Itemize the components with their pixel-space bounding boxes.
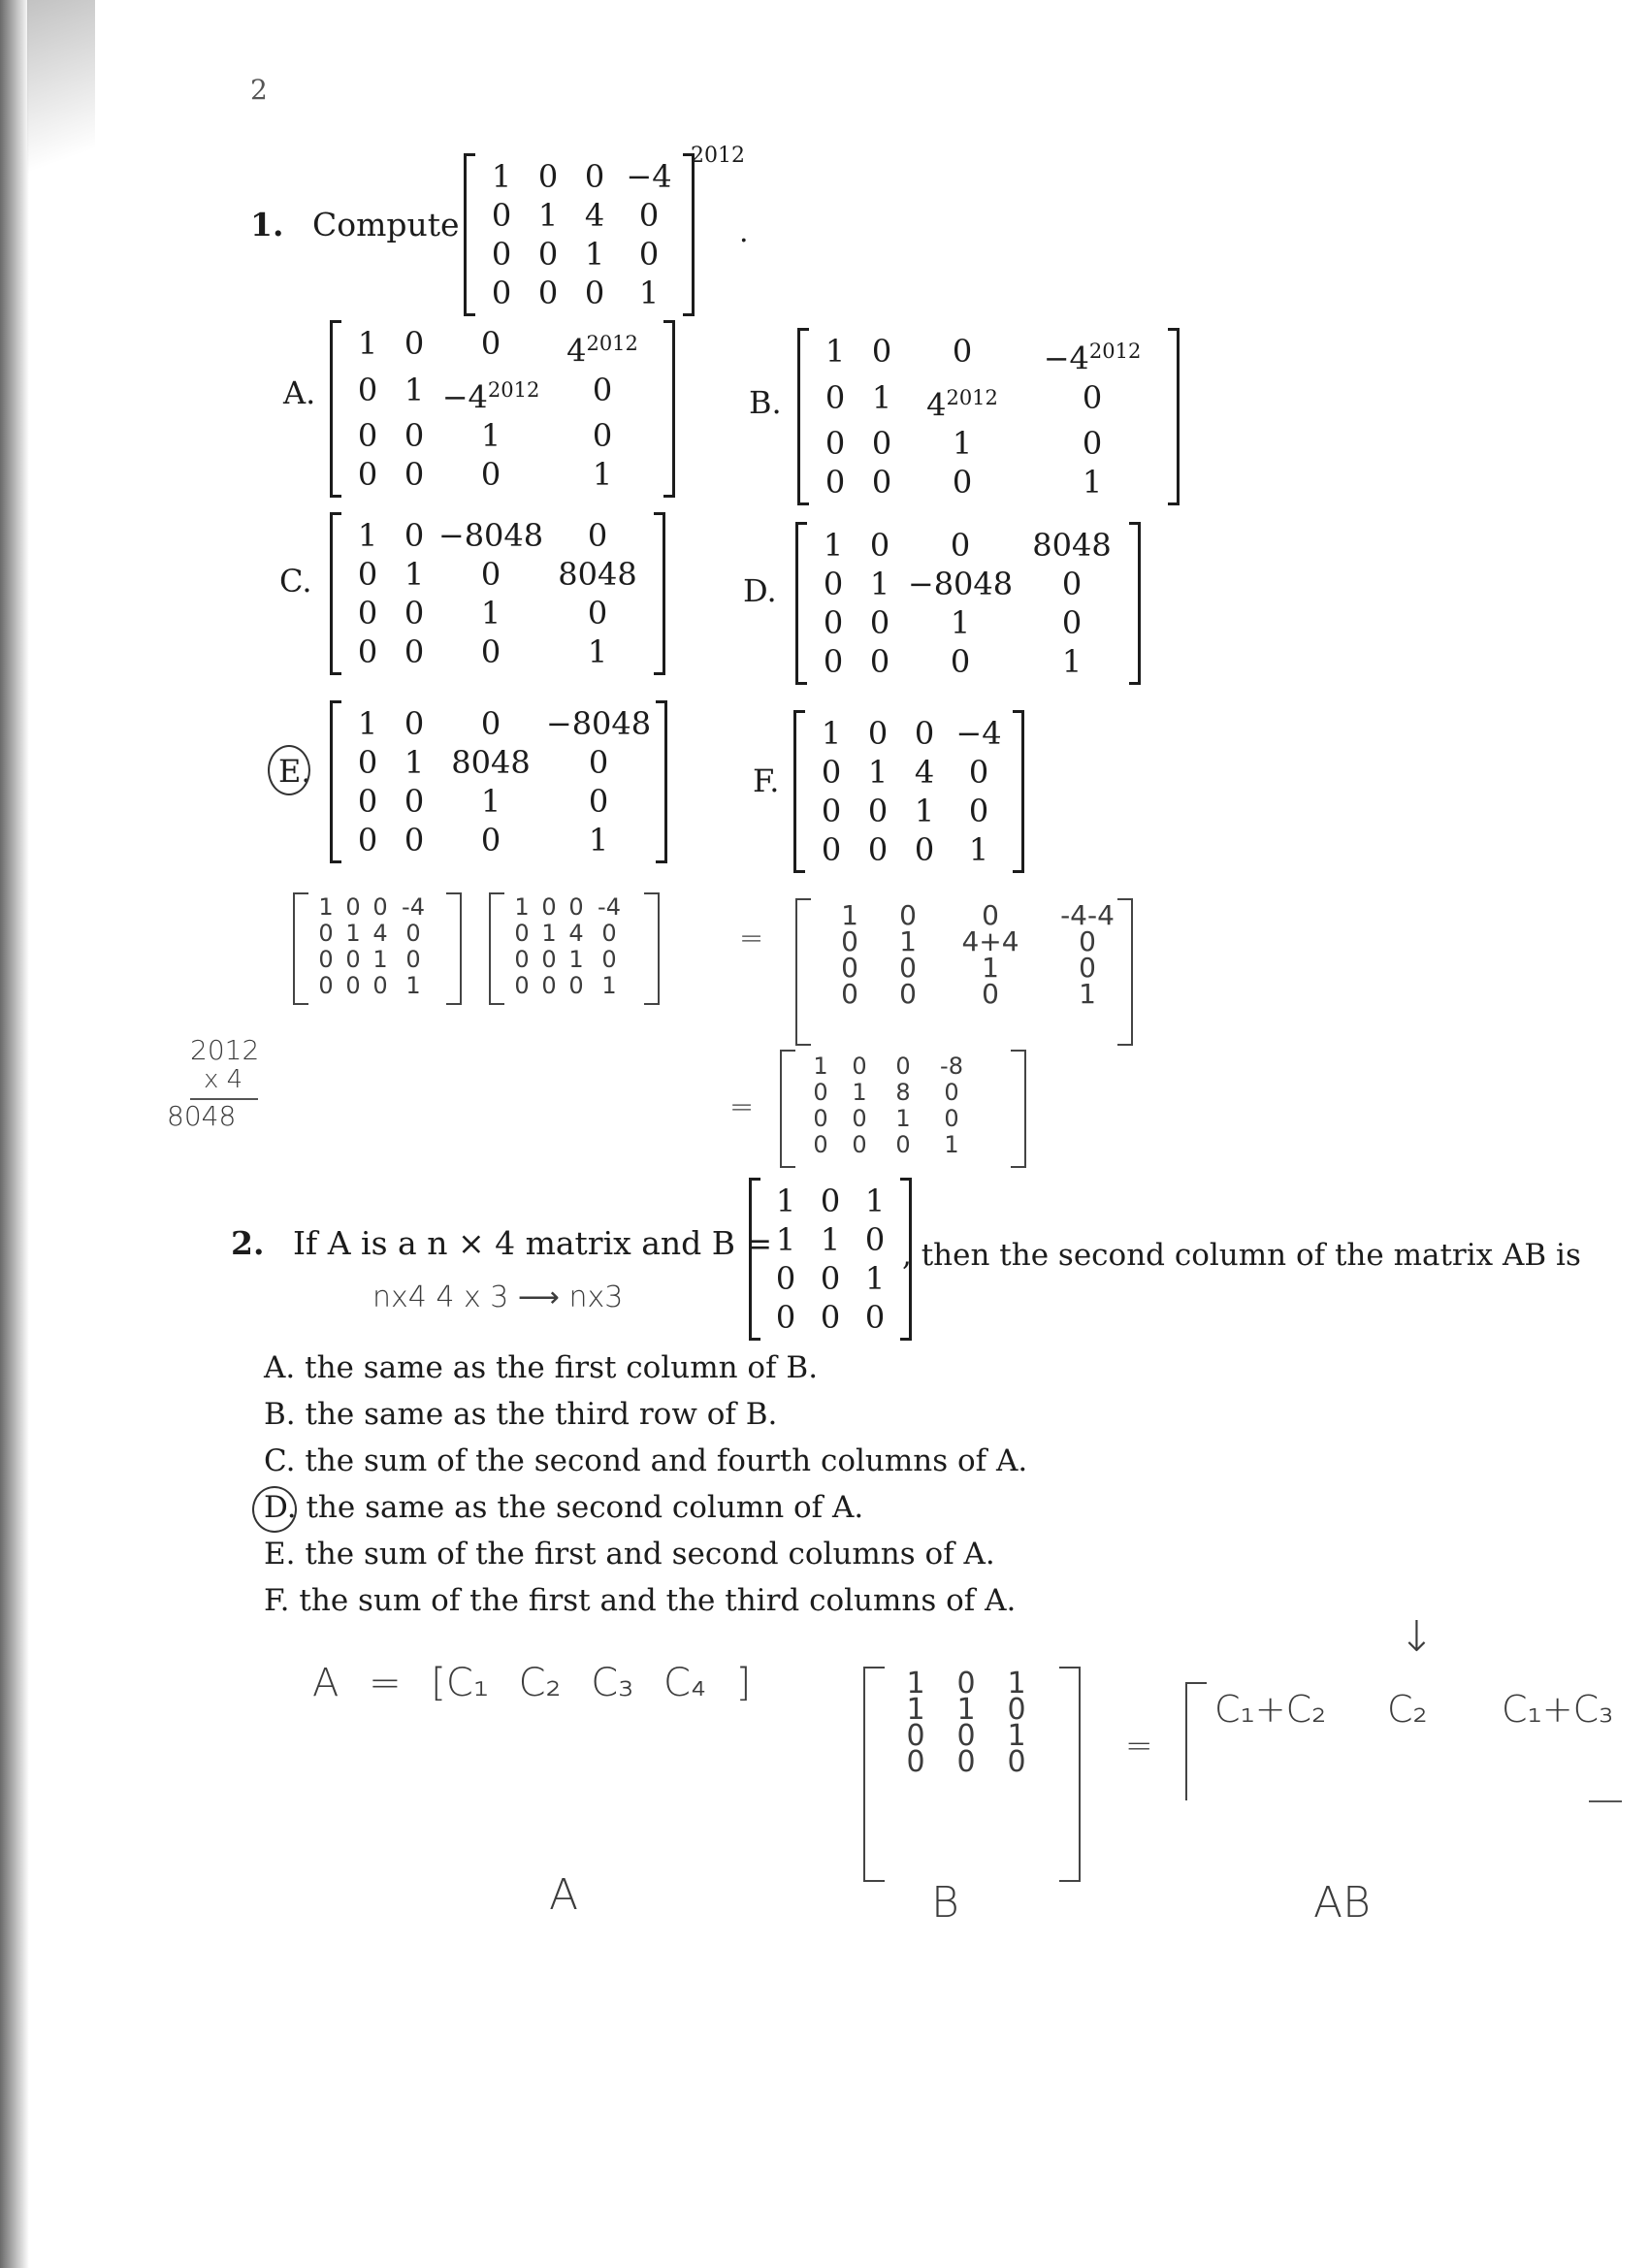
q1-matrix-cell: 0: [584, 275, 605, 311]
work-right-cell: 4: [568, 920, 584, 947]
q1-option-b-cell: 0: [871, 333, 892, 370]
q2-choice-e[interactable]: E. the sum of the first and second columns of A.: [264, 1537, 995, 1571]
q2-matrix-b-cell: 1: [775, 1221, 796, 1258]
q1-option-label-d: D.: [743, 572, 777, 609]
work-mult-mid: x 4: [204, 1065, 243, 1094]
q1-option-e-cell: 0: [480, 705, 501, 742]
work-right-cell: -4: [598, 893, 621, 921]
q1-option-f-cell: 0: [867, 793, 889, 829]
work-right-cell: 0: [568, 972, 584, 999]
q2-work-b-cell: 1: [1007, 1719, 1026, 1753]
q2-number: 2.: [231, 1224, 265, 1262]
q1-option-c-cell: 0: [357, 556, 378, 593]
work-result-2-cell: 0: [813, 1105, 828, 1132]
work-matrix-right: [508, 894, 629, 999]
work-bracket-right-4: [1011, 1050, 1026, 1168]
work-left-cell: 0: [345, 893, 361, 921]
q1-option-b-cell: 1: [871, 378, 892, 416]
q2-work-equals: =: [1125, 1727, 1153, 1766]
q1-option-f-cell: 0: [821, 754, 842, 791]
q1-option-label-b: B.: [749, 384, 782, 421]
q1-option-e-cell: 0: [480, 822, 501, 859]
q2-work-b-cell: 1: [906, 1667, 925, 1701]
work-result-2-cell: 1: [813, 1053, 828, 1080]
work-result-1-cell: 0: [899, 952, 917, 984]
work-result-1-cell: 0: [899, 899, 917, 931]
q1-number: 1.: [250, 206, 284, 243]
q2-dims-note: nx4 4 x 3 ⟶ nx3: [372, 1280, 624, 1314]
q1-option-label-a: A.: [283, 374, 316, 411]
q1-option-f-cell: 0: [867, 715, 889, 752]
q1-option-e-cell: 0: [357, 783, 378, 820]
q2-prompt: If A is a n × 4 matrix and B =: [293, 1224, 773, 1262]
q1-option-c-cell: 0: [587, 517, 608, 554]
q1-option-d-cell: 0: [823, 604, 844, 641]
q2-work-b-cell: 0: [906, 1745, 925, 1779]
q1-option-c-cell: −8048: [437, 517, 544, 554]
q2-work-label-a: A: [549, 1870, 579, 1920]
q2-work-b-cell: 1: [906, 1693, 925, 1727]
q1-option-a-cell: 0: [404, 417, 425, 455]
work-bracket-left-3: [795, 898, 811, 1046]
q1-option-c-cell: 0: [480, 633, 501, 670]
q2-matrix-b-cell: 0: [820, 1183, 841, 1219]
work-left-cell: 0: [318, 946, 334, 973]
scan-corner-shadow: [27, 0, 95, 223]
q1-option-b-cell: 1: [1082, 464, 1103, 502]
q1-option-a-matrix[interactable]: [330, 320, 675, 498]
q1-option-e-cell: 0: [404, 822, 425, 859]
q1-option-label-f: F.: [753, 762, 780, 799]
work-result-1-cell: 1: [982, 952, 999, 984]
q2-work-ab-bracket: [1185, 1682, 1207, 1800]
q1-option-e-cell: −8048: [545, 705, 652, 742]
q1-option-d-cell: 1: [950, 604, 971, 641]
work-bracket-right-2: [644, 892, 660, 1005]
q1-option-f-cell: 0: [821, 793, 842, 829]
q1-matrix-cell: 1: [584, 236, 605, 273]
q1-option-c-matrix[interactable]: [330, 512, 665, 675]
q1-option-b-cell: $-4^{2012}$: [1043, 340, 1142, 377]
q1-option-b-cell: $4^{2012}$: [926, 385, 998, 424]
q1-option-f-cell: 0: [968, 754, 989, 791]
q2-matrix-b-cell: 1: [864, 1260, 886, 1297]
work-left-cell: 0: [345, 972, 361, 999]
q1-option-e-cell: 0: [357, 822, 378, 859]
q1-option-d-cell: 0: [1061, 566, 1083, 602]
q1-matrix-cell: 1: [491, 158, 512, 195]
work-bracket-left-1: [293, 892, 308, 1005]
work-equals-2: =: [729, 1090, 755, 1124]
q1-option-e-cell: 0: [357, 744, 378, 781]
work-result-1-cell: 1: [899, 925, 917, 957]
q1-option-b-cell: 1: [952, 425, 973, 463]
q1-option-label-c: C.: [279, 563, 312, 599]
q1-option-a-cell: $-4^{2012}$: [441, 377, 540, 416]
work-result-2-cell: 0: [944, 1079, 959, 1106]
q1-option-a-cell: 1: [592, 456, 613, 494]
q1-option-a-cell: 0: [480, 456, 501, 494]
q2-matrix-b-cell: 0: [775, 1260, 796, 1297]
work-right-cell: 1: [514, 893, 530, 921]
work-left-cell: -4: [402, 893, 425, 921]
q1-option-a-cell: 1: [357, 325, 378, 362]
q1-option-b-cell: 0: [871, 464, 892, 502]
q1-matrix-cell: 0: [537, 158, 559, 195]
work-result-2-cell: 0: [895, 1053, 911, 1080]
q1-option-d-cell: −8048: [907, 566, 1014, 602]
q1-option-d-cell: 0: [869, 643, 890, 680]
work-left-cell: 1: [405, 972, 421, 999]
q2-work-b-cell: 0: [956, 1745, 976, 1779]
q2-work-ab-col2: C₂: [1387, 1688, 1428, 1731]
work-right-cell: 0: [514, 972, 530, 999]
work-result-2-cell: 0: [895, 1131, 911, 1158]
q1-option-d-cell: 1: [823, 527, 844, 564]
work-right-cell: 0: [541, 972, 557, 999]
q2-choice-f[interactable]: F. the sum of the first and the third columns of A.: [264, 1583, 1017, 1618]
q1-option-e-cell: 1: [404, 744, 425, 781]
work-right-cell: 1: [568, 946, 584, 973]
work-left-cell: 0: [405, 946, 421, 973]
q1-option-a-cell: 0: [592, 417, 613, 455]
scan-edge-shadow: [0, 0, 29, 2268]
q1-matrix-cell: 0: [584, 158, 605, 195]
work-result-1-cell: 4+4: [961, 925, 1019, 957]
q2-matrix-b-cell: 0: [820, 1260, 841, 1297]
work-result-1-cell: 1: [841, 899, 858, 931]
q1-option-c-cell: 0: [587, 595, 608, 632]
q2-work-label-b: B: [931, 1878, 959, 1928]
q1-option-b-cell: 0: [952, 464, 973, 502]
q1-option-a-cell: 0: [357, 456, 378, 494]
work-left-cell: 0: [405, 920, 421, 947]
q1-option-f-cell: 1: [914, 793, 935, 829]
work-result-1-cell: 0: [1079, 925, 1096, 957]
q1-option-a-cell: 0: [357, 417, 378, 455]
q1-option-c-cell: 0: [404, 633, 425, 670]
q1-option-a-cell: 0: [480, 325, 501, 362]
work-result-1-cell: 0: [841, 978, 858, 1010]
q1-matrix-cell: 0: [638, 197, 660, 234]
q1-option-a-cell: 1: [404, 371, 425, 408]
work-left-cell: 0: [372, 972, 388, 999]
q1-option-c-cell: 0: [357, 595, 378, 632]
q1-option-d-cell: 0: [823, 643, 844, 680]
q1-option-c-cell: 1: [357, 517, 378, 554]
work-result-2-cell: 8: [895, 1079, 911, 1106]
work-left-cell: 0: [372, 893, 388, 921]
q1-option-b-cell: 0: [824, 464, 846, 502]
work-matrix-left: [312, 894, 433, 999]
q1-option-e-cell: 0: [588, 783, 609, 820]
q1-option-b-cell: 0: [1082, 378, 1103, 416]
q1-prompt: Compute: [312, 206, 460, 243]
q1-option-a-cell: 0: [357, 371, 378, 408]
work-right-cell: 0: [601, 946, 617, 973]
q2-work-b-cell: 0: [956, 1719, 976, 1753]
q2-work-b-matrix: [890, 1667, 1042, 1779]
q1-option-b-matrix[interactable]: [797, 328, 1180, 505]
work-result-1: [821, 899, 1131, 1010]
work-result-2-cell: 0: [813, 1131, 828, 1158]
q1-period: .: [739, 215, 749, 249]
q1-option-c-cell: 1: [404, 556, 425, 593]
q2-suffix: , then the second column of the matrix AB is: [902, 1238, 1581, 1273]
q1-option-d-cell: 8048: [1032, 527, 1112, 564]
q1-option-a-cell: 0: [592, 371, 613, 408]
q1-option-c-cell: 0: [480, 556, 501, 593]
work-equals-1: =: [739, 922, 764, 956]
work-left-cell: 0: [318, 920, 334, 947]
q1-option-label-e: E.: [278, 753, 311, 790]
work-right-cell: 0: [514, 946, 530, 973]
q2-work-b-cell: 0: [956, 1667, 976, 1701]
q1-option-e-cell: 1: [357, 705, 378, 742]
q1-option-f-cell: 1: [968, 831, 989, 868]
work-result-2-cell: 0: [813, 1079, 828, 1106]
q1-option-c-cell: 1: [480, 595, 501, 632]
q2-choice-c[interactable]: C. the sum of the second and fourth columns of A.: [264, 1443, 1028, 1478]
q1-option-b-cell: 0: [824, 425, 846, 463]
q1-option-d-cell: 1: [869, 566, 890, 602]
q1-matrix: [464, 153, 695, 316]
work-right-cell: 0: [514, 920, 530, 947]
q2-matrix-b-cell: 1: [775, 1183, 796, 1219]
q2-work-trailing-dash: [1589, 1800, 1622, 1802]
q1-option-b-cell: 0: [824, 378, 846, 416]
q1-matrix-cell: −4: [626, 158, 672, 195]
q1-option-b-cell: 0: [871, 425, 892, 463]
q1-option-a-cell: $4^{2012}$: [566, 332, 638, 370]
q1-option-f-cell: 0: [968, 793, 989, 829]
work-left-cell: 1: [345, 920, 361, 947]
work-result-2-cell: 0: [944, 1105, 959, 1132]
q2-work-b-cell: 0: [1007, 1693, 1026, 1727]
q1-option-f-cell: 0: [821, 831, 842, 868]
q1-option-f-cell: 0: [867, 831, 889, 868]
work-left-cell: 4: [372, 920, 388, 947]
work-right-cell: 0: [601, 920, 617, 947]
q1-option-d-cell: 0: [869, 527, 890, 564]
q2-work-b-cell: 1: [1007, 1667, 1026, 1701]
q2-selected-circle: [252, 1486, 297, 1533]
q1-matrix-cell: 0: [537, 275, 559, 311]
q1-option-d-cell: 0: [823, 566, 844, 602]
work-mult-top: 2012: [190, 1034, 260, 1066]
q2-work-arrow: ↓: [1399, 1612, 1435, 1662]
q1-option-f-cell: 0: [914, 831, 935, 868]
q2-choice-b[interactable]: B. the same as the third row of B.: [264, 1397, 778, 1432]
q2-work-b-cell: 0: [1007, 1745, 1026, 1779]
work-right-cell: 0: [541, 946, 557, 973]
q1-option-d-cell: 0: [950, 527, 971, 564]
work-left-cell: 0: [345, 946, 361, 973]
q1-matrix-cell: 0: [491, 197, 512, 234]
q2-work-b-cell: 1: [956, 1693, 976, 1727]
work-result-1-cell: 0: [982, 899, 999, 931]
work-result-2-cell: 1: [944, 1131, 959, 1158]
q1-option-e-cell: 8048: [451, 744, 531, 781]
q1-option-c-cell: 0: [404, 595, 425, 632]
q1-option-e-cell: 0: [588, 744, 609, 781]
q1-option-c-cell: 0: [357, 633, 378, 670]
q1-option-f-cell: 0: [914, 715, 935, 752]
work-bracket-right-3: [1117, 898, 1133, 1046]
work-result-2-cell: 1: [895, 1105, 911, 1132]
q1-matrix-cell: 0: [491, 236, 512, 273]
work-result-2-cell: -8: [940, 1053, 963, 1080]
q1-option-d-cell: 1: [1061, 643, 1083, 680]
q1-option-f-cell: 4: [914, 754, 935, 791]
q1-option-d-matrix[interactable]: [795, 522, 1141, 685]
work-left-cell: 0: [318, 972, 334, 999]
q1-option-e-cell: 0: [404, 783, 425, 820]
work-left-cell: 1: [372, 946, 388, 973]
q2-matrix-b-cell: 0: [820, 1299, 841, 1336]
q1-option-a-cell: 1: [480, 417, 501, 455]
work-result-1-cell: 0: [1079, 952, 1096, 984]
work-bracket-left-4: [780, 1050, 795, 1168]
q2-matrix-b-cell: 0: [775, 1299, 796, 1336]
q2-choice-d[interactable]: D. the same as the second column of A.: [264, 1490, 864, 1525]
work-result-1-cell: 0: [841, 952, 858, 984]
q1-option-e-cell: 1: [480, 783, 501, 820]
work-right-cell: 1: [541, 920, 557, 947]
page-number: 2: [250, 74, 268, 106]
q1-option-e-cell: 0: [404, 705, 425, 742]
q2-work-b-bracket-right: [1059, 1667, 1081, 1882]
q1-option-f-matrix[interactable]: [793, 710, 1024, 873]
q2-choice-a[interactable]: A. the same as the first column of B.: [264, 1350, 819, 1385]
q1-matrix-cell: 1: [638, 275, 660, 311]
q1-option-e-cell: 1: [588, 822, 609, 859]
q2-work-ab-col1: C₁+C₂: [1214, 1688, 1327, 1731]
work-result-1-cell: 0: [899, 978, 917, 1010]
q2-matrix-b-cell: 0: [864, 1221, 886, 1258]
work-bracket-left-2: [489, 892, 504, 1005]
q1-exponent: 2012: [691, 144, 745, 168]
q1-option-b-cell: 1: [824, 333, 846, 370]
q1-option-d-cell: 0: [869, 604, 890, 641]
q1-option-c-cell: 8048: [558, 556, 637, 593]
q2-work-ab-col3: C₁+C₃: [1502, 1688, 1614, 1731]
work-result-2-cell: 0: [852, 1105, 867, 1132]
q2-matrix-b: [749, 1178, 912, 1341]
q2-matrix-b-cell: 1: [820, 1221, 841, 1258]
q2-matrix-b-cell: 1: [864, 1183, 886, 1219]
q1-option-f-cell: −4: [955, 715, 1002, 752]
work-result-1-cell: 1: [1079, 978, 1096, 1010]
q1-option-e-matrix[interactable]: [330, 700, 667, 863]
q1-option-a-cell: 0: [404, 456, 425, 494]
q1-option-d-cell: 0: [950, 643, 971, 680]
q2-matrix-b-cell: 0: [864, 1299, 886, 1336]
q1-option-d-cell: 0: [1061, 604, 1083, 641]
q1-option-b-cell: 0: [1082, 425, 1103, 463]
q2-work-a-equation: A = [C₁ C₂ C₃ C₄ ]: [312, 1661, 752, 1705]
q1-option-a-cell: 0: [404, 325, 425, 362]
work-result-2-cell: 0: [852, 1053, 867, 1080]
q1-option-c-cell: 0: [404, 517, 425, 554]
work-bracket-right-1: [446, 892, 462, 1005]
q1-option-f-cell: 1: [867, 754, 889, 791]
q1-matrix-cell: 4: [584, 197, 605, 234]
work-right-cell: 0: [541, 893, 557, 921]
q2-work-b-cell: 0: [906, 1719, 925, 1753]
q1-option-c-cell: 1: [587, 633, 608, 670]
work-result-1-cell: 0: [982, 978, 999, 1010]
work-result-2-cell: 0: [852, 1131, 867, 1158]
q2-work-label-ab: AB: [1313, 1878, 1371, 1928]
work-right-cell: 0: [568, 893, 584, 921]
q1-option-f-cell: 1: [821, 715, 842, 752]
work-result-2-cell: 1: [852, 1079, 867, 1106]
q1-selected-circle: [268, 745, 310, 795]
q1-matrix-cell: 0: [537, 236, 559, 273]
work-right-cell: 1: [601, 972, 617, 999]
work-result-1-cell: 0: [841, 925, 858, 957]
work-mult-result: 8048: [167, 1100, 237, 1132]
work-left-cell: 1: [318, 893, 334, 921]
work-result-2: [801, 1053, 976, 1158]
q1-option-b-cell: 0: [952, 333, 973, 370]
work-result-1-cell: -4-4: [1060, 899, 1115, 931]
q1-matrix-cell: 0: [491, 275, 512, 311]
q1-matrix-cell: 1: [537, 197, 559, 234]
q2-work-b-bracket-left: [863, 1667, 885, 1882]
q1-matrix-cell: 0: [638, 236, 660, 273]
